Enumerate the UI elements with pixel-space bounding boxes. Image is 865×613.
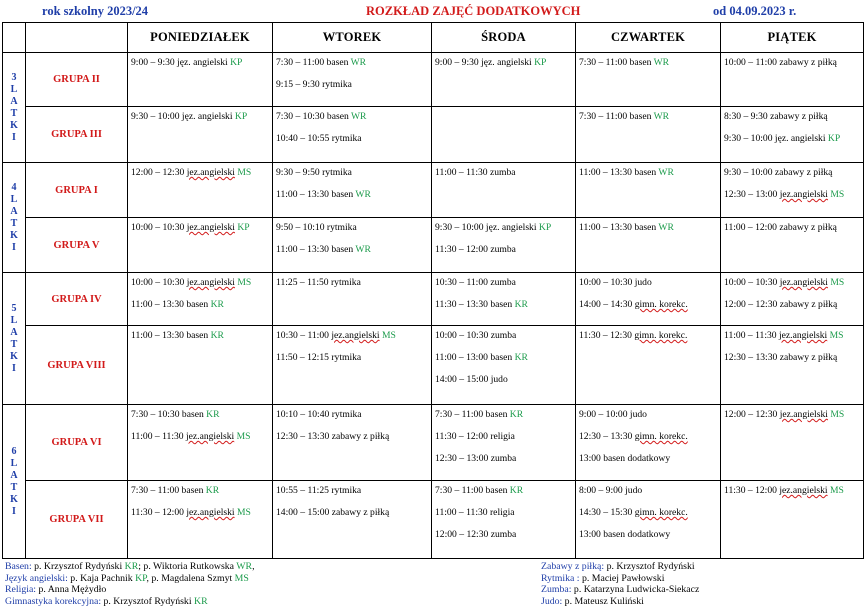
activity-name: jez.angielski — [186, 167, 235, 178]
age-letter: K — [10, 493, 18, 505]
schedule-cell — [576, 326, 721, 405]
age-letter: I — [12, 505, 16, 517]
schedule-cell — [432, 481, 576, 559]
schedule-cell — [432, 163, 576, 218]
schedule-cell — [432, 326, 576, 405]
activity-name: jez.angielski — [186, 277, 235, 288]
teacher-code: WR — [355, 189, 371, 200]
age-letter: A — [10, 95, 18, 107]
teacher-code: KR — [514, 299, 528, 310]
age-letter: A — [10, 326, 18, 338]
teacher-code: KR — [205, 485, 220, 496]
schedule-cell — [432, 273, 576, 326]
teacher-code: MS — [237, 277, 252, 288]
legend-key: Gimnastyka korekcyjna: — [5, 595, 102, 607]
age-number: 4 — [11, 181, 17, 193]
schedule-cell — [128, 107, 273, 163]
teacher-code: KR — [210, 330, 224, 341]
activity-line: 12:00 – 12:30 jez.angielski MS — [724, 409, 845, 420]
activity-name: jez.angielski — [779, 330, 828, 341]
teacher-code: MS — [236, 507, 251, 518]
activity-line: 11:30 – 12:00 religia — [435, 431, 515, 442]
schedule-cell — [273, 107, 432, 163]
teacher-code: WR — [350, 111, 367, 122]
age-label — [3, 53, 26, 163]
activity-name: gimn. korekc. — [634, 330, 688, 341]
teacher-code: KP — [237, 222, 250, 233]
schedule-table — [2, 22, 864, 559]
teacher-code: MS — [829, 485, 844, 496]
schedule-cell — [273, 405, 432, 481]
activity-line: 12:30 – 13:00 jez.angielski MS — [724, 189, 845, 200]
activity-line: 10:30 – 11:00 jez.angielski MS — [276, 330, 396, 341]
legend-key: Rytmika : — [541, 572, 580, 584]
legend-line — [541, 584, 699, 596]
age-letter: I — [12, 131, 16, 143]
legend-key: Zabawy z piłką: — [541, 561, 605, 572]
schedule-cell — [128, 405, 273, 481]
activity-line: 10:40 – 10:55 rytmika — [276, 133, 362, 144]
legend-key: Judo: — [541, 595, 563, 607]
activity-line: 12:30 – 13:30 gimn. korekc. — [579, 431, 688, 442]
activity-name: gimn. korekc. — [634, 431, 688, 442]
activity-name: jez.angielski — [331, 330, 380, 341]
group-row — [3, 53, 864, 107]
activity-line: 13:00 basen dodatkowy — [579, 453, 671, 464]
group-row — [3, 405, 864, 481]
teacher-code: KR — [124, 561, 139, 572]
legend-right — [541, 561, 699, 607]
legend-line — [5, 596, 255, 608]
activity-line: 9:00 – 10:00 judo — [579, 409, 647, 420]
activity-line: 7:30 – 10:30 basen KR — [131, 409, 220, 420]
legend-line — [541, 573, 699, 585]
teacher-code: KP — [538, 222, 552, 233]
activity-line: 7:30 – 11:00 basen KR — [435, 409, 524, 420]
teacher-code: KR — [194, 595, 208, 607]
activity-line: 11:30 – 13:30 basen KR — [435, 299, 528, 310]
legend-key: Zumba: — [541, 584, 572, 595]
teacher-code: KP — [827, 133, 841, 144]
schedule-cell — [128, 53, 273, 107]
activity-line: 12:00 – 12:30 jez.angielski MS — [131, 167, 252, 178]
age-letter: K — [10, 350, 18, 362]
activity-line: 7:30 – 11:00 basen WR — [579, 57, 670, 68]
schedule-cell — [576, 405, 721, 481]
activity-line: 14:00 – 15:00 zabawy z piłką — [276, 507, 390, 518]
activity-line: 10:00 – 10:30 judo — [579, 277, 652, 288]
teacher-code: WR — [355, 244, 371, 255]
schedule-cell — [576, 218, 721, 273]
activity-line: 11:00 – 13:30 basen KR — [131, 330, 224, 341]
schedule-cell — [273, 273, 432, 326]
activity-line: 9:30 – 9:50 rytmika — [276, 167, 352, 178]
activity-line: 11:00 – 13:30 basen WR — [579, 167, 674, 178]
schedule-cell — [721, 163, 864, 218]
schedule-cell — [273, 218, 432, 273]
activity-line: 11:50 – 12:15 rytmika — [276, 352, 362, 363]
age-letter: T — [10, 481, 18, 493]
schedule-cell — [273, 163, 432, 218]
group-name: GRUPA IV — [26, 273, 128, 326]
activity-line: 9:30 – 10:00 jęz. angielski KP — [724, 133, 841, 144]
activity-line: 9:15 – 9:30 rytmika — [276, 79, 352, 90]
activity-line: 14:00 – 15:00 judo — [435, 374, 508, 385]
activity-line: 11:00 – 13:00 basen KR — [435, 352, 528, 363]
age-letter: A — [10, 469, 18, 481]
age-letter: L — [10, 314, 18, 326]
activity-line: 11:00 – 13:30 basen WR — [579, 222, 674, 233]
age-label — [3, 163, 26, 273]
activity-line: 10:00 – 10:30 zumba — [435, 330, 517, 341]
schedule-cell — [273, 53, 432, 107]
schedule-cell — [128, 163, 273, 218]
activity-line: 11:30 – 12:00 jez.angielski MS — [724, 485, 844, 496]
schedule-cell — [128, 326, 273, 405]
activity-name: jez.angielski — [779, 485, 828, 496]
teacher-code: KR — [514, 352, 528, 363]
age-number: 6 — [11, 445, 17, 457]
legend-value: p. Mateusz Kuliński — [562, 595, 644, 607]
legend-value: , p. Magdalena Szmyt — [146, 572, 235, 584]
activity-line: 14:00 – 14:30 gimn. korekc. — [579, 299, 688, 310]
day-header: WTOREK — [273, 23, 432, 53]
activity-line: 9:30 – 10:00 jęz. angielski KP — [131, 111, 248, 122]
legend-value: p. Krzysztof Rydyński — [31, 561, 125, 572]
activity-line: 10:00 – 10:30 jez.angielski KP — [131, 222, 250, 233]
day-header: PONIEDZIAŁEK — [128, 23, 273, 53]
schedule-cell — [721, 405, 864, 481]
age-letter: L — [10, 457, 18, 469]
teacher-code: KP — [234, 111, 248, 122]
legend-value: p. Maciej Pawłowski — [579, 572, 665, 584]
group-name: GRUPA II — [26, 53, 128, 107]
age-letter: T — [10, 107, 18, 119]
activity-line: 8:00 – 9:00 judo — [579, 485, 643, 496]
teacher-code: KR — [206, 409, 220, 420]
schedule-cell — [273, 481, 432, 559]
activity-line: 7:30 – 11:00 basen KR — [435, 485, 524, 496]
activity-line: 7:30 – 10:30 basen WR — [276, 111, 367, 122]
schedule-cell — [576, 163, 721, 218]
teacher-code: WR — [658, 167, 674, 178]
activity-line: 8:30 – 9:30 zabawy z piłką — [724, 111, 828, 122]
activity-name: jez.angielski — [186, 507, 235, 518]
activity-line: 11:30 – 12:00 zumba — [435, 244, 516, 255]
day-header-row — [3, 23, 864, 53]
legend-line — [5, 561, 255, 573]
activity-line: 10:00 – 10:30 jez.angielski MS — [131, 277, 252, 288]
group-name: GRUPA III — [26, 107, 128, 163]
activity-line: 10:00 – 10:30 jez.angielski MS — [724, 277, 845, 288]
activity-name: gimn. korekc. — [634, 507, 688, 518]
legend-key: Język angielski: — [5, 572, 68, 584]
schedule-cell — [721, 53, 864, 107]
activity-line: 12:00 – 12:30 zumba — [435, 529, 517, 540]
group-row — [3, 481, 864, 559]
group-name: GRUPA VI — [26, 405, 128, 481]
schedule-cell — [721, 481, 864, 559]
legend-value: ; p. Wiktoria Rutkowska — [138, 561, 237, 572]
teacher-code: MS — [830, 277, 845, 288]
group-name: GRUPA V — [26, 218, 128, 273]
age-label — [3, 405, 26, 559]
activity-line: 11:00 – 11:30 jez.angielski MS — [131, 431, 251, 442]
legend-value: p. Anna Mężydło — [36, 584, 107, 595]
activity-name: jez.angielski — [779, 409, 828, 420]
activity-name: jez.angielski — [186, 222, 235, 233]
age-letter: K — [10, 119, 18, 131]
teacher-code: KP — [534, 57, 547, 68]
schedule-cell — [576, 107, 721, 163]
activity-line: 10:00 – 11:00 zabawy z piłką — [724, 57, 837, 68]
teacher-code: KR — [210, 299, 224, 310]
legend-value: p. Kaja Pachnik — [67, 572, 136, 584]
schedule-cell — [432, 218, 576, 273]
activity-line: 9:00 – 9:30 jęz. angielski KP — [435, 57, 547, 68]
activity-line: 11:00 – 13:30 basen KR — [131, 299, 224, 310]
teacher-code: MS — [234, 572, 249, 584]
activity-line: 14:30 – 15:30 gimn. korekc. — [579, 507, 688, 518]
activity-line: 11:30 – 12:00 jez.angielski MS — [131, 507, 251, 518]
activity-line: 12:30 – 13:00 zumba — [435, 453, 517, 464]
age-letter: I — [12, 241, 16, 253]
schedule-cell — [128, 481, 273, 559]
group-header-cell — [26, 23, 128, 53]
schedule-cell — [576, 273, 721, 326]
schedule-cell — [576, 481, 721, 559]
activity-name: jez.angielski — [779, 277, 828, 288]
age-number: 5 — [11, 302, 17, 314]
activity-name: jez.angielski — [186, 431, 235, 442]
schedule-cell — [432, 107, 576, 163]
legend-value: , — [252, 561, 255, 572]
corner-cell — [3, 23, 26, 53]
activity-line: 9:30 – 10:00 zabawy z piłką — [724, 167, 833, 178]
schedule-cell — [432, 53, 576, 107]
group-row — [3, 163, 864, 218]
activity-line: 11:00 – 11:30 zumba — [435, 167, 516, 178]
teacher-code: MS — [830, 189, 845, 200]
schedule-cell — [721, 218, 864, 273]
group-name: GRUPA I — [26, 163, 128, 218]
teacher-code: MS — [829, 330, 844, 341]
activity-line: 12:30 – 13:30 zabawy z piłką — [724, 352, 838, 363]
activity-line: 13:00 basen dodatkowy — [579, 529, 671, 540]
legend-value: p. Krzysztof Rydyński — [604, 561, 695, 572]
legend-line — [541, 561, 699, 573]
group-row — [3, 218, 864, 273]
schedule-cell — [576, 53, 721, 107]
teacher-code: KP — [230, 57, 243, 68]
activity-line: 7:30 – 11:00 basen WR — [276, 57, 367, 68]
group-name: GRUPA VII — [26, 481, 128, 559]
age-letter: I — [12, 362, 16, 374]
activity-line: 12:30 – 13:30 zabawy z piłką — [276, 431, 390, 442]
legend-value: p. Katarzyna Ludwicka-Siekacz — [571, 584, 700, 595]
activity-line: 11:30 – 12:30 gimn. korekc. — [579, 330, 688, 341]
age-number: 3 — [11, 71, 17, 83]
activity-line: 11:00 – 13:30 basen WR — [276, 189, 371, 200]
valid-from-date: od 04.09.2023 r. — [713, 4, 797, 18]
age-letter: T — [10, 338, 18, 350]
schedule-cell — [128, 218, 273, 273]
activity-line: 7:30 – 11:00 basen KR — [131, 485, 220, 496]
activity-line: 9:00 – 9:30 jęz. angielski KP — [131, 57, 243, 68]
activity-line: 10:55 – 11:25 rytmika — [276, 485, 362, 496]
activity-name: jez.angielski — [779, 189, 828, 200]
teacher-code: KP — [135, 572, 147, 584]
age-letter: T — [10, 217, 18, 229]
teacher-code: KR — [509, 409, 524, 420]
activity-line: 12:00 – 12:30 zabawy z piłką — [724, 299, 838, 310]
activity-line: 11:00 – 12:00 zabawy z piłką — [724, 222, 837, 233]
teacher-code: MS — [381, 330, 396, 341]
school-year: rok szkolny 2023/24 — [42, 4, 149, 18]
activity-line: 11:00 – 11:30 jez.angielski MS — [724, 330, 844, 341]
activity-line: 10:10 – 10:40 rytmika — [276, 409, 362, 420]
teacher-code: WR — [653, 111, 670, 122]
schedule-cell — [721, 273, 864, 326]
legend-line — [541, 596, 699, 608]
teacher-code: WR — [350, 57, 367, 68]
activity-name: gimn. korekc. — [634, 299, 688, 310]
age-letter: A — [10, 205, 18, 217]
schedule-cell — [128, 273, 273, 326]
group-row — [3, 107, 864, 163]
day-header: CZWARTEK — [576, 23, 721, 53]
day-header: PIĄTEK — [721, 23, 864, 53]
schedule-cell — [432, 405, 576, 481]
legend-left — [5, 561, 255, 607]
age-letter: L — [10, 83, 18, 95]
teacher-code: MS — [237, 167, 252, 178]
schedule-title: ROZKŁAD ZAJĘĆ DODATKOWYCH — [366, 4, 581, 18]
activity-line: 11:25 – 11:50 rytmika — [276, 277, 361, 288]
teacher-code: MS — [830, 409, 845, 420]
teacher-code: WR — [236, 561, 253, 572]
activity-line: 9:50 – 10:10 rytmika — [276, 222, 357, 233]
schedule-cell — [721, 326, 864, 405]
activity-line: 11:00 – 13:30 basen WR — [276, 244, 371, 255]
age-label — [3, 273, 26, 405]
day-header: ŚRODA — [432, 23, 576, 53]
legend-line — [5, 573, 255, 585]
group-row — [3, 273, 864, 326]
schedule-cell — [273, 326, 432, 405]
age-letter: K — [10, 229, 18, 241]
teacher-code: WR — [658, 222, 674, 233]
legend-key: Basen: — [5, 561, 32, 572]
age-letter: L — [10, 193, 18, 205]
teacher-code: MS — [236, 431, 251, 442]
activity-line: 9:30 – 10:00 jęz. angielski KP — [435, 222, 552, 233]
activity-line: 10:30 – 11:00 zumba — [435, 277, 516, 288]
group-row — [3, 326, 864, 405]
teacher-code: WR — [653, 57, 670, 68]
legend-line — [5, 584, 255, 596]
activity-line: 11:00 – 11:30 religia — [435, 507, 515, 518]
legend-value: p. Krzysztof Rydyński — [101, 595, 194, 607]
group-name: GRUPA VIII — [26, 326, 128, 405]
legend-key: Religia: — [5, 584, 37, 595]
schedule-cell — [721, 107, 864, 163]
teacher-code: KR — [509, 485, 524, 496]
activity-line: 7:30 – 11:00 basen WR — [579, 111, 670, 122]
